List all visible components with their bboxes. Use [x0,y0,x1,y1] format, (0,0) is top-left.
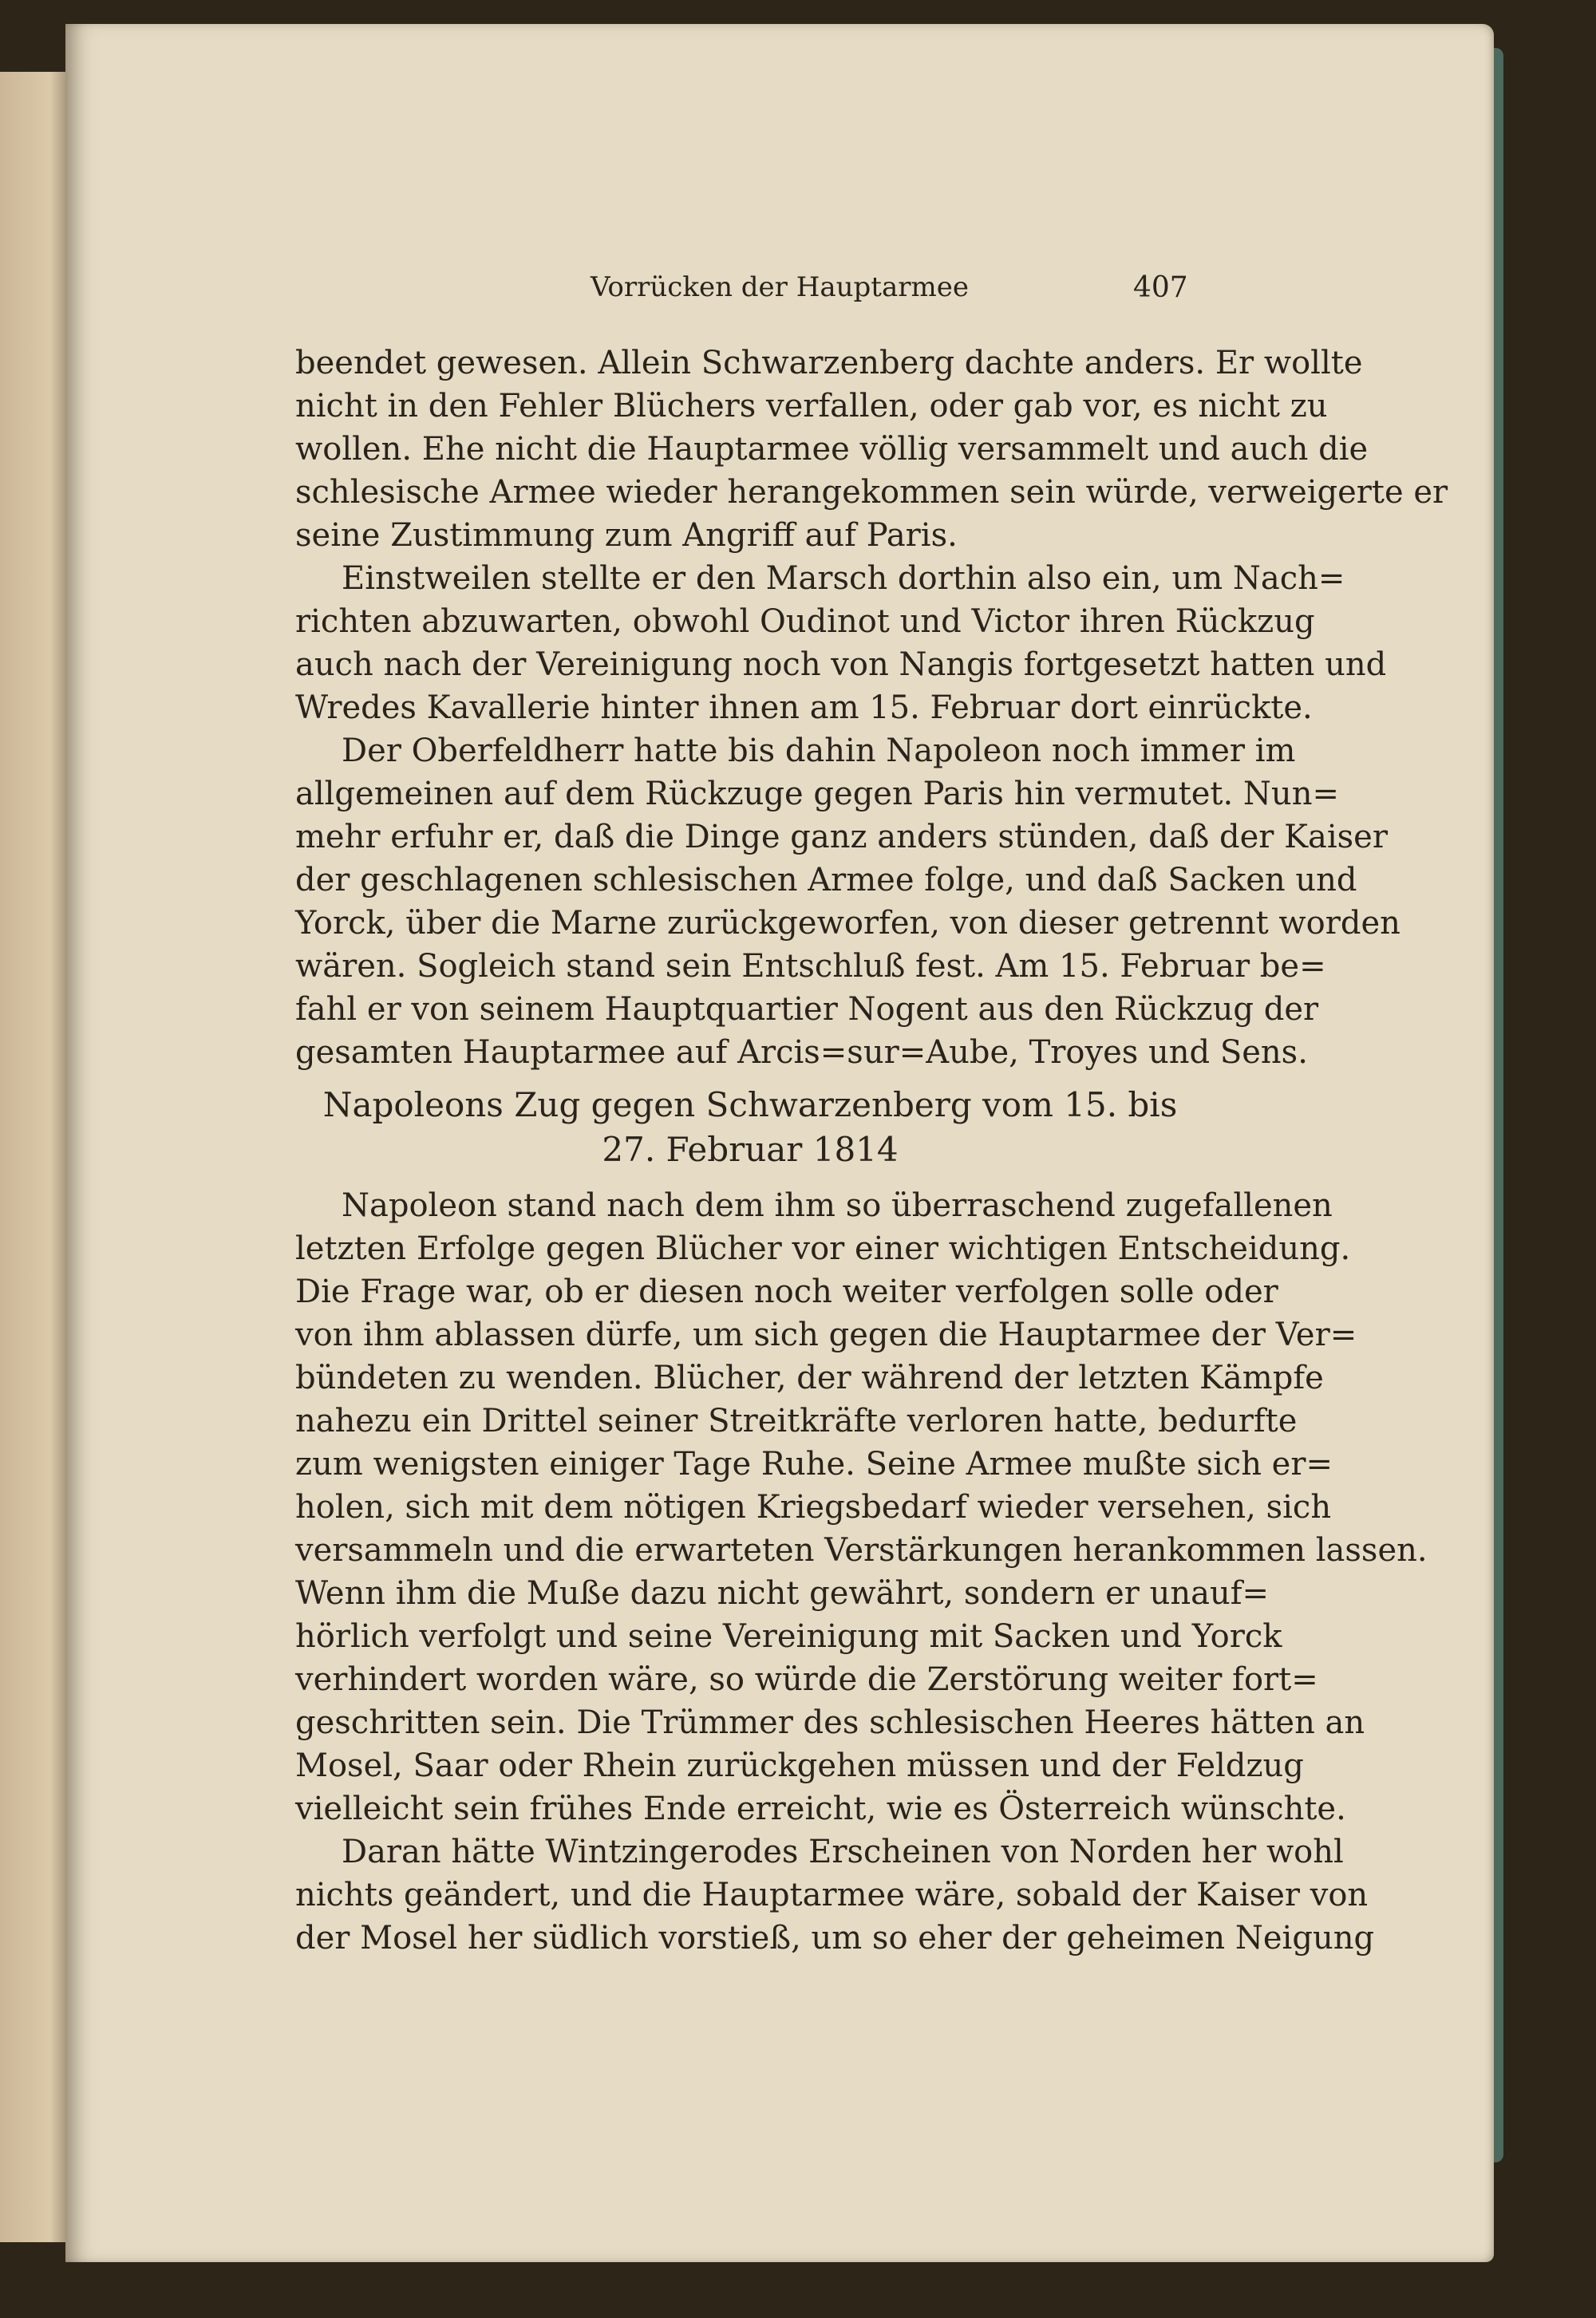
text-line: nahezu ein Drittel seiner Streitkräfte verloren hatte, bedurfte [295,1403,1298,1439]
text-line: Yorck, über die Marne zurückgeworfen, von dieser getrennt worden [295,905,1400,942]
text-line: vielleicht sein frühes Ende erreicht, wie es Österreich wünschte. [295,1791,1346,1827]
text-line: auch nach der Vereinigung noch von Nangis fortgesetzt hatten und [295,646,1387,683]
text-line: nicht in den Fehler Blüchers verfallen, oder gab vor, es nicht zu [295,388,1328,425]
text-line: holen, sich mit dem nötigen Kriegsbedarf wieder versehen, sich [295,1489,1332,1526]
text-line: Wredes Kavallerie hinter ihnen am 15. Februar dort einrückte. [295,689,1313,726]
text-line: beendet gewesen. Allein Schwarzenberg dachte anders. Er wollte [295,345,1363,381]
text-line: mehr erfuhr er, daß die Dinge ganz anders stünden, daß der Kaiser [295,819,1388,855]
section-heading: Napoleons Zug gegen Schwarzenberg vom 15. bis [322,1085,1178,1124]
text-line: wollen. Ehe nicht die Hauptarmee völlig versammelt und auch die [295,431,1369,468]
running-head: Vorrücken der Hauptarmee [591,271,969,303]
text-line: hörlich verfolgt und seine Vereinigung mit Sacken und Yorck [295,1618,1282,1655]
text-line: zum wenigsten einiger Tage Ruhe. Seine Armee mußte sich er= [295,1446,1333,1483]
text-line: von ihm ablassen dürfe, um sich gegen die Hauptarmee der Ver= [295,1317,1357,1353]
text-line: wären. Sogleich stand sein Entschluß fest. Am 15. Februar be= [295,948,1326,985]
text-line: verhindert worden wäre, so würde die Zerstörung weiter fort= [295,1661,1318,1698]
text-line: nichts geändert, und die Hauptarmee wäre, sobald der Kaiser von [295,1877,1369,1913]
text-line: Die Frage war, ob er diesen noch weiter verfolgen solle oder [295,1274,1278,1310]
text-line: versammeln und die erwarteten Verstärkungen herankommen lassen. [295,1532,1428,1569]
text-line: seine Zustimmung zum Angriff auf Paris. [295,517,958,554]
text-line: der Mosel her südlich vorstieß, um so eher der geheimen Neigung [295,1920,1375,1957]
section-heading-date: 27. Februar 1814 [602,1130,899,1169]
text-line: richten abzuwarten, obwohl Oudinot und Victor ihren Rückzug [295,603,1315,640]
text-line: letzten Erfolge gegen Blücher vor einer wichtigen Entscheidung. [295,1230,1351,1267]
text-line: bündeten zu wenden. Blücher, der während der letzten Kämpfe [295,1360,1324,1396]
text-line: Wenn ihm die Muße dazu nicht gewährt, sondern er unauf= [295,1575,1270,1612]
text-line: Der Oberfeldherr hatte bis dahin Napoleon noch immer im [342,733,1296,769]
page-number: 407 [1133,271,1188,304]
text-line: der geschlagenen schlesischen Armee folge, und daß Sacken und [295,862,1357,898]
text-line: Daran hätte Wintzingerodes Erscheinen von Norden her wohl [342,1834,1344,1870]
text-line: geschritten sein. Die Trümmer des schlesischen Heeres hätten an [295,1704,1365,1741]
text-line: Einstweilen stellte er den Marsch dorthin also ein, um Nach= [342,560,1345,597]
text-line: allgemeinen auf dem Rückzuge gegen Paris hin vermutet. Nun= [295,776,1339,812]
text-line: gesamten Hauptarmee auf Arcis=sur=Aube, Troyes und Sens. [295,1034,1308,1071]
text-line: Napoleon stand nach dem ihm so überraschend zugefallenen [342,1187,1333,1224]
text-line: fahl er von seinem Hauptquartier Nogent aus den Rückzug der [295,991,1319,1028]
text-line: schlesische Armee wieder herangekommen sein würde, verweigerte er [295,474,1448,511]
left-page-edge [0,72,72,2242]
text-line: Mosel, Saar oder Rhein zurückgehen müssen und der Feldzug [295,1747,1304,1784]
